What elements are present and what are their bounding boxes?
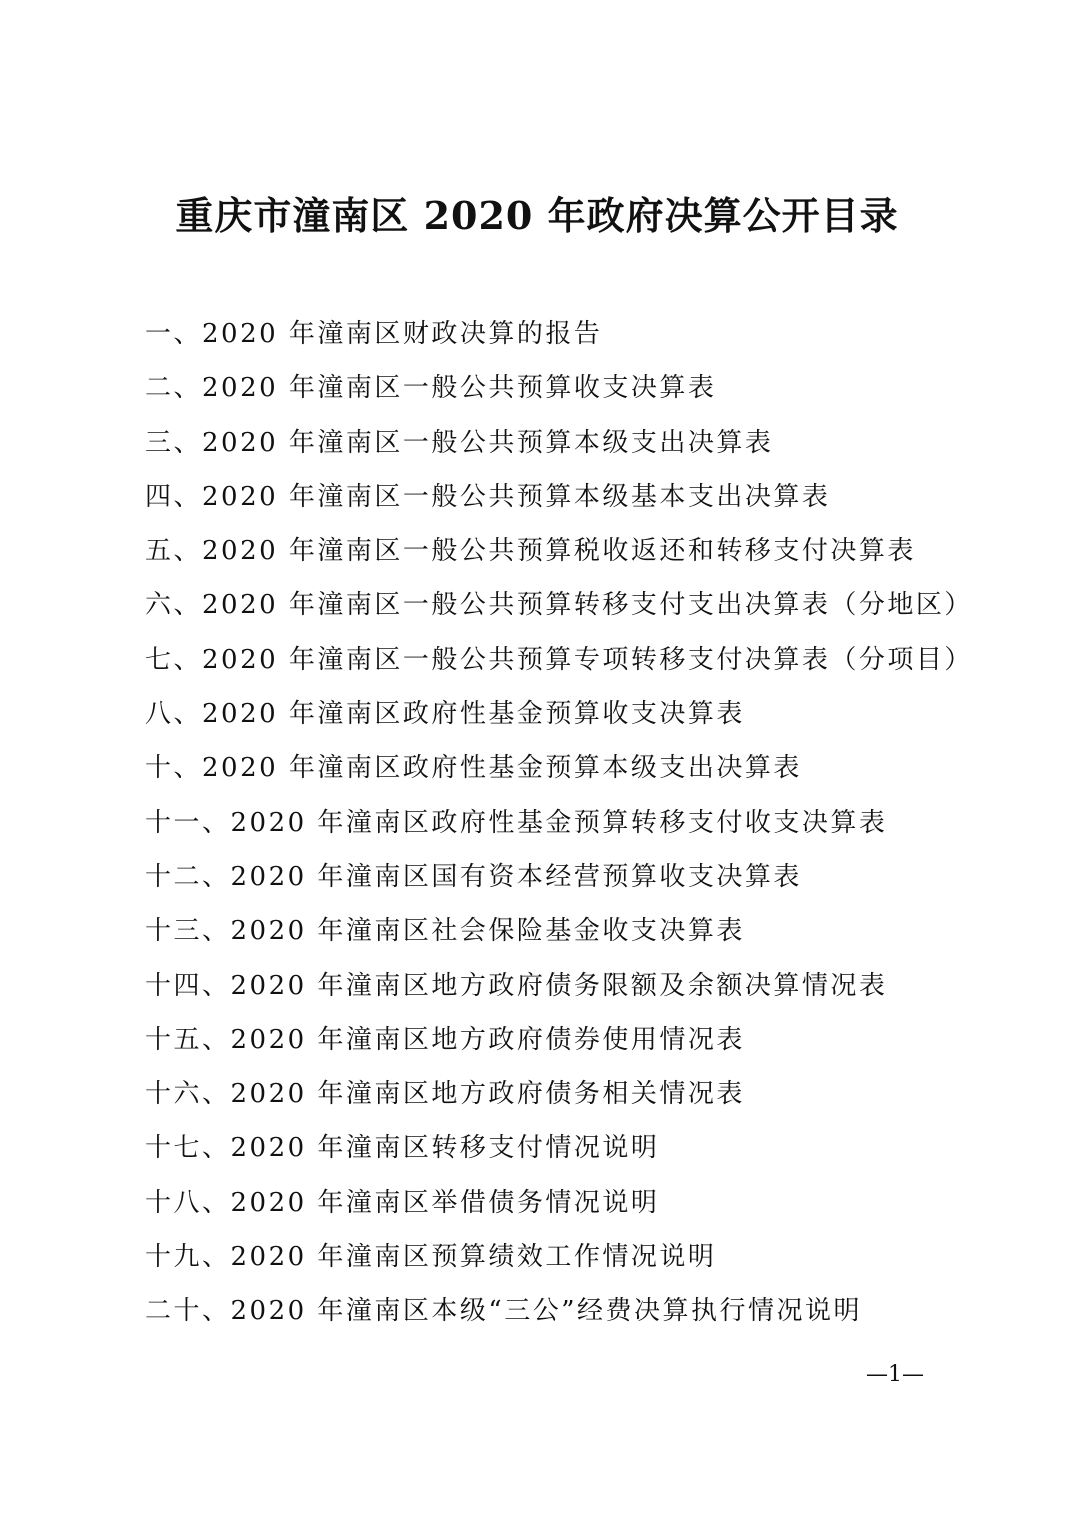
- toc-item: 五、2020 年潼南区一般公共预算税收返还和转移支付决算表: [145, 536, 916, 567]
- toc-item: 十九、2020 年潼南区预算绩效工作情况说明: [145, 1242, 717, 1273]
- toc-item: 三、2020 年潼南区一般公共预算本级支出决算表: [145, 427, 774, 458]
- toc-item: 十二、2020 年潼南区国有资本经营预算收支决算表: [145, 861, 802, 892]
- toc-item: 十四、2020 年潼南区地方政府债务限额及余额决算情况表: [145, 970, 888, 1001]
- toc-item: 一、2020 年潼南区财政决算的报告: [145, 319, 603, 349]
- toc-item: 六、2020 年潼南区一般公共预算转移支付支出决算表（分地区）: [145, 590, 973, 621]
- toc-item: 七、2020 年潼南区一般公共预算专项转移支付决算表（分项目）: [145, 644, 973, 675]
- document-title: 重庆市潼南区 2020 年政府决算公开目录: [175, 193, 899, 238]
- table-of-contents: [145, 307, 973, 1339]
- toc-item: 十三、2020 年潼南区社会保险基金收支决算表: [145, 916, 745, 947]
- toc-item: 四、2020 年潼南区一般公共预算本级基本支出决算表: [145, 481, 831, 512]
- toc-item: 八、2020 年潼南区政府性基金预算收支决算表: [145, 699, 745, 730]
- toc-item: 十一、2020 年潼南区政府性基金预算转移支付收支决算表: [145, 807, 888, 838]
- toc-item: 二、2020 年潼南区一般公共预算收支决算表: [145, 373, 717, 404]
- toc-item: 十七、2020 年潼南区转移支付情况说明: [145, 1133, 660, 1164]
- toc-item: 十六、2020 年潼南区地方政府债务相关情况表: [145, 1079, 745, 1110]
- page-number: —1—: [866, 1362, 924, 1387]
- toc-item: 十八、2020 年潼南区举借债务情况说明: [145, 1187, 660, 1218]
- toc-item: 十、2020 年潼南区政府性基金预算本级支出决算表: [145, 753, 802, 784]
- toc-item: 十五、2020 年潼南区地方政府债券使用情况表: [145, 1024, 745, 1055]
- toc-item: 二十、2020 年潼南区本级“三公”经费决算执行情况说明: [145, 1296, 863, 1327]
